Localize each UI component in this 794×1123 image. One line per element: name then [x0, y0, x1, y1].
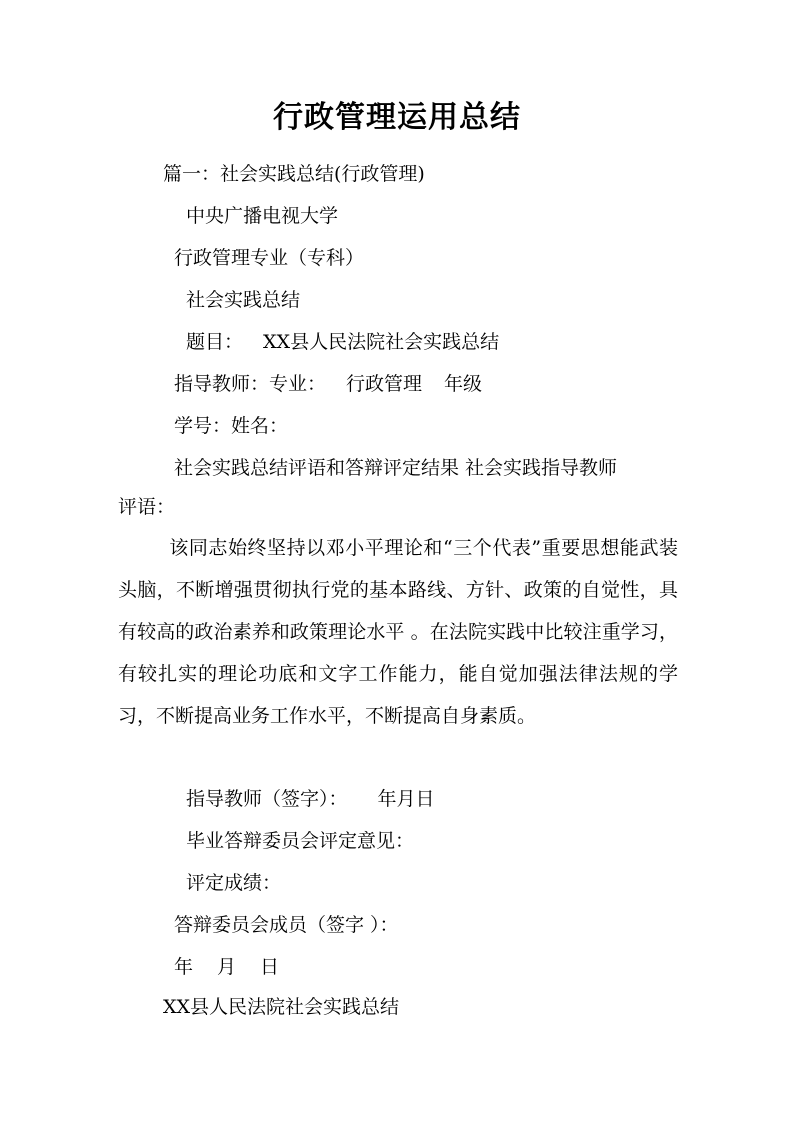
review-paragraph: 该同志始终坚持以邓小平理论和“三个代表”重要思想能武装头脑，不断增强贯彻执行党的基本路线、方针、政策的自觉性，具有较高的政治素养和政策理论水平 。在法院实践中比较注重学习，有较扎实的理论功底和文字工作能力，能自觉加强法律法规的学习，不断提高业务工作水平，不断提高自身素质。 [118, 537, 678, 727]
topic-value: XX县人民法院社会实践总结 [263, 331, 500, 353]
advisor-label: 指导教师：专业： [174, 373, 327, 395]
section-heading: 篇一：社会实践总结(行政管理) [163, 163, 425, 185]
topic-label: 题目： [186, 331, 244, 353]
major-level: 行政管理专业（专科） [174, 247, 365, 269]
committee-opinion: 毕业答辩委员会评定意见： [186, 830, 415, 852]
date-year: 年 [174, 956, 194, 978]
review-heading-line2: 评语： [118, 496, 176, 518]
advisor-signature-date: 年月日 [377, 788, 435, 810]
grade-result: 评定成绩： [186, 872, 282, 894]
closing-title: XX县人民法院社会实践总结 [163, 996, 400, 1018]
university-name: 中央广播电视大学 [186, 205, 339, 227]
document-title: 行政管理运用总结 [273, 100, 521, 135]
document-type: 社会实践总结 [186, 289, 301, 311]
advisor-line [174, 372, 482, 396]
advisor-signature-line [186, 787, 435, 811]
date-line [174, 955, 279, 979]
review-heading-line1: 社会实践总结评语和答辩评定结果 社会实践指导教师 [174, 457, 618, 479]
advisor-signature-label: 指导教师（签字）： [186, 788, 348, 810]
date-day: 日 [260, 956, 280, 978]
date-month: 月 [217, 956, 237, 978]
committee-members: 答辩委员会成员（签字 ）： [174, 914, 399, 936]
major-value: 行政管理 [346, 373, 423, 395]
grade-label: 年级 [444, 373, 483, 395]
topic-line [186, 330, 499, 354]
student-id-name: 学号：姓名： [174, 415, 289, 437]
